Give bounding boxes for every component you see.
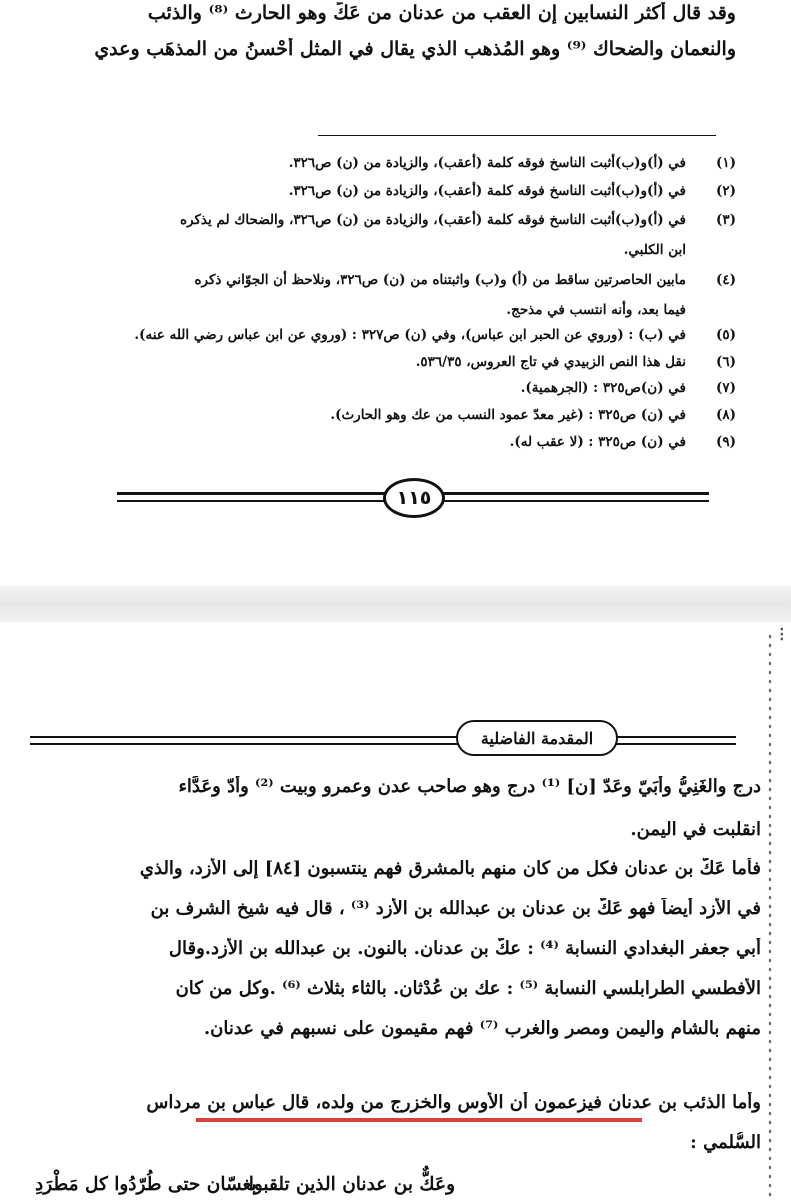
red-underline-highlight (196, 1118, 642, 1122)
footnote-number: (٢) (715, 183, 736, 199)
footnote-item (36, 402, 736, 428)
footnote-text: في (أ)و(ب)أثبت الناسخ فوقه كلمة (أعقب)، والزيادة من (ن) ص٣٢٦. (288, 155, 686, 171)
page-gap (0, 586, 791, 622)
footnote-text: في (ن) ص٣٢٥ : (لا عقب له). (509, 434, 686, 450)
footnote-number: (٨) (715, 407, 736, 423)
page-edge-dots (767, 632, 773, 1200)
body-line-5: أبي جعفر البغدادي النسابة ⁽⁴⁾ : عكّ بن عدنان. بالنون. بن عبدالله بن الأزد.وقال (168, 938, 761, 959)
body-line-3: فأما عَكٌّ بن عدنان فكل من كان منهم بالمشرق فهم ينتسبون [٨٤] إلى الأزد، والذي (139, 858, 761, 879)
footnote-item (36, 267, 736, 293)
poet-name-line: السُّلمي : (690, 1132, 761, 1153)
page-number: ١١٥ (383, 478, 445, 518)
footnote-text: نقل هذا النص الزبيدي في تاج العروس، ٥٣٦/٣٥. (415, 354, 686, 370)
footnote-item (36, 178, 736, 204)
highlighted-line: وأما الذئب بن عدنان فيزعمون أن الأوس والخزرج من ولده، قال عباس بن مرداس (146, 1092, 761, 1113)
footnote-number: (٦) (715, 354, 736, 370)
footnote-text: في (ن)ص٣٢٥ : (الجرهمية). (520, 380, 686, 396)
footnote-text: في (أ)و(ب)أثبت الناسخ فوقه كلمة (أعقب)، والزيادة من (ن) ص٣٢٦. (288, 183, 686, 199)
footnote-item (36, 207, 736, 233)
body-line-7: منهم بالشام واليمن ومصر والغرب ⁽⁷⁾ فهم مقيمون على نسبهم في عدنان. (203, 1018, 761, 1039)
body-line-1: درج والغَنِيُّ وأبَيّ وعَدّ [ن] ⁽¹⁾ درج وهو صاحب عدن وعمرو وبيت ⁽²⁾ وأدّ وعَدَّاء (178, 776, 761, 797)
verse-second-hemistich: بغسّان حتى طُرّدُوا كل مَطْرَدِ (35, 1174, 257, 1195)
footnote-number: (٧) (715, 380, 736, 396)
page-116 (0, 622, 791, 1200)
footnote-item (36, 349, 736, 375)
footnote-number: (١) (715, 155, 736, 171)
main-text-line-1: وقد قال أكثر النسابين إن العقب من عدنان من عَكٍّ وهو الحارث ⁽⁸⁾ والذئب (147, 2, 736, 24)
body-line-2: انقلبت في اليمن. (630, 819, 761, 840)
footnote-text: مابين الحاصرتين ساقط من (أ) و(ب) واثبتناه من (ن) ص٣٢٦، ونلاحظ أن الجوّاني ذكره (194, 272, 686, 288)
footnote-text: في (ب) : (وروي عن الحبر ابن عباس)، وفي (ن) ص٣٢٧ : (وروي عن ابن عباس رضي الله عنه). (134, 327, 686, 343)
header-rule-bottom (30, 743, 736, 745)
page-115 (0, 0, 791, 586)
header-rule-top (30, 736, 736, 738)
footnote-text: في (ن) ص٣٢٥ : (غير معدّ عمود النسب من عك وهو الحارث). (330, 407, 686, 423)
footnote-item (36, 375, 736, 401)
body-line-6: الأفطسي الطرابلسي النسابة ⁽⁵⁾ : عك بن عُدْثان. بالثاء بثلاث ⁽⁶⁾ .وكل من كان (175, 978, 761, 999)
footnote-continuation: ابن الكلبي. (623, 242, 686, 258)
footnote-item (36, 322, 736, 348)
body-line-4: في الأزد أيضاً فهو عَكّ بن عدنان بن عبدالله بن الأزد ⁽³⁾ ، قال فيه شيخ الشرف بن (150, 898, 761, 919)
footnote-number: (٤) (715, 272, 736, 288)
section-title-badge: المقدمة الفاضلية (456, 720, 618, 756)
footnote-text: في (أ)و(ب)أثبت الناسخ فوقه كلمة (أعقب)، والزيادة من (ن) ص٣٢٦، والضحاك لم يذكره (179, 212, 686, 228)
verse-first-hemistich: وعَكٌّ بن عدنان الذين تلقبوا (248, 1174, 455, 1195)
corner-mark-icon: ⁝ (778, 622, 785, 646)
footnote-separator (318, 135, 716, 136)
footnote-number: (٣) (715, 212, 736, 228)
footnote-continuation: فيما بعد، وأنه انتسب في مذحج. (506, 302, 686, 318)
main-text-line-2: والنعمان والضحاك ⁽⁹⁾ وهو المُذهب الذي يقال في المثل أحْسنُ من المذهَب وعدي (94, 38, 736, 60)
footnote-item (36, 150, 736, 176)
footnote-number: (٩) (715, 434, 736, 450)
footnote-item (36, 429, 736, 455)
footnote-number: (٥) (715, 327, 736, 343)
